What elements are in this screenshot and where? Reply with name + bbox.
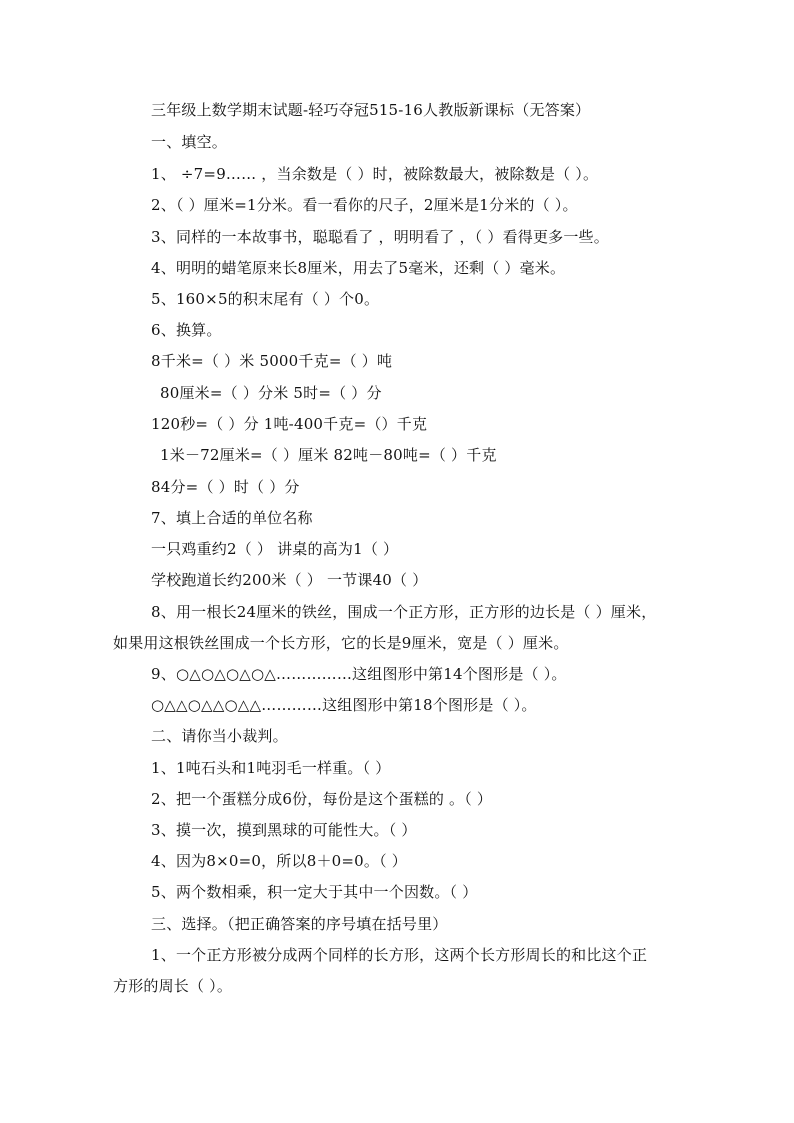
judge-line: 2、把一个蛋糕分成6份，每份是这个蛋糕的 。（ ） bbox=[151, 790, 493, 808]
pattern-line: 9、○△○△○△○△……………这组图形中第14个图形是（ ）。 bbox=[151, 665, 567, 683]
choice-line-continued: 方形的周长（ ）。 bbox=[113, 977, 233, 995]
judge-line: 5、两个数相乘，积一定大于其中一个因数。（ ） bbox=[151, 883, 478, 901]
section-heading-judge: 二、请你当小裁判。 bbox=[151, 727, 288, 745]
question-line: 4、明明的蜡笔原来长8厘米，用去了5毫米，还剩（ ）毫米。 bbox=[151, 259, 566, 277]
question-line: 1、 ÷7=9…… ，当余数是（ ）时，被除数最大，被除数是（ ）。 bbox=[151, 165, 599, 183]
conversion-line: 84分=（ ）时（ ）分 bbox=[151, 478, 300, 496]
question-line: 6、换算。 bbox=[151, 321, 222, 339]
question-line: 8、用一根长24厘米的铁丝，围成一个正方形，正方形的边长是（ ）厘米， bbox=[151, 603, 657, 621]
question-line: 2、（ ）厘米=1分米。看一看你的尺子，2厘米是1分米的（ ）。 bbox=[151, 196, 578, 214]
pattern-line: ○△△○△△○△△…………这组图形中第18个图形是（ ）。 bbox=[151, 696, 537, 714]
conversion-line: 8千米=（ ）米 5000千克=（ ）吨 bbox=[151, 352, 393, 370]
judge-line: 4、因为8×0=0，所以8＋0=0。（ ） bbox=[151, 852, 407, 870]
question-line: 7、填上合适的单位名称 bbox=[151, 509, 313, 527]
question-line-continued: 如果用这根铁丝围成一个长方形，它的长是9厘米，宽是（ ）厘米。 bbox=[113, 634, 569, 652]
conversion-line: 1米－72厘米=（ ）厘米 82吨－80吨=（ ）千克 bbox=[160, 446, 497, 464]
judge-line: 3、摸一次，摸到黑球的可能性大。（ ） bbox=[151, 821, 417, 839]
section-heading-choice: 三、选择。（把正确答案的序号填在括号里） bbox=[151, 915, 448, 933]
judge-line: 1、1吨石头和1吨羽毛一样重。（ ） bbox=[151, 759, 391, 777]
document-title: 三年级上数学期末试题-轻巧夺冠515-16人教版新课标（无答案） bbox=[151, 101, 591, 119]
question-line: 3、同样的一本故事书，聪聪看了 ，明明看了 ，（ ）看得更多一些。 bbox=[151, 228, 609, 246]
unit-line: 学校跑道长约200米（ ） 一节课40（ ） bbox=[151, 571, 428, 589]
conversion-line: 120秒=（ ）分 1吨-400千克=（）千克 bbox=[151, 415, 428, 433]
question-line: 5、160×5的积末尾有（ ）个0。 bbox=[151, 290, 380, 308]
section-heading-fill-blank: 一、填空。 bbox=[151, 133, 228, 151]
unit-line: 一只鸡重约2（ ） 讲桌的高为1（ ） bbox=[151, 540, 399, 558]
choice-line: 1、一个正方形被分成两个同样的长方形，这两个长方形周长的和比这个正 bbox=[151, 946, 648, 964]
conversion-line: 80厘米=（ ）分米 5时=（ ）分 bbox=[160, 384, 382, 402]
